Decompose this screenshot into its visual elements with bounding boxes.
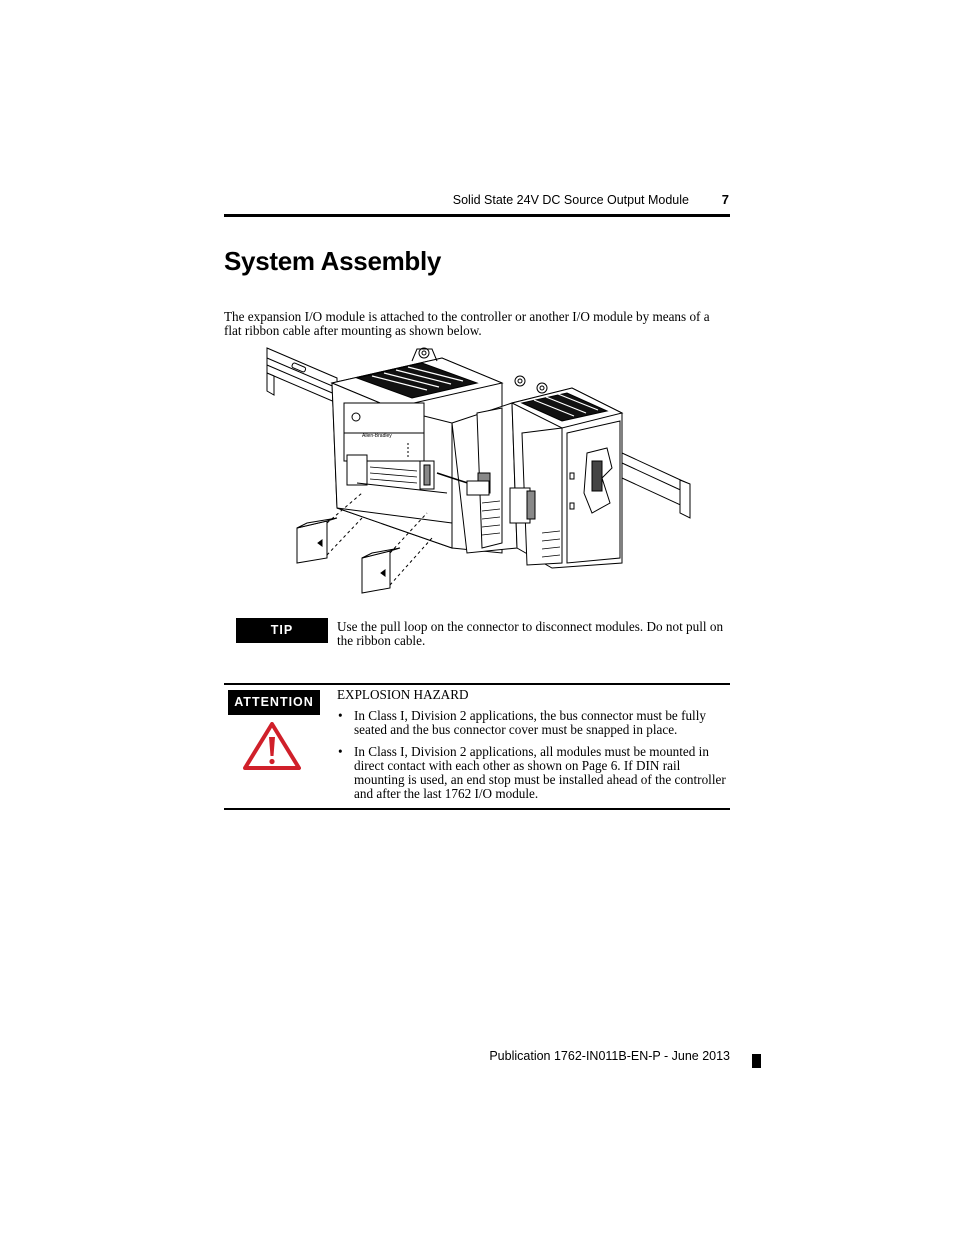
publication-footer: Publication 1762-IN011B-EN-P - June 2013 [489, 1049, 730, 1063]
section-heading: System Assembly [224, 246, 442, 276]
attention-rule-bottom [224, 808, 730, 810]
running-header-title: Solid State 24V DC Source Output Module [452, 193, 689, 207]
footer-mark [752, 1054, 761, 1068]
tip-text: Use the pull loop on the connector to disconnect modules. Do not pull on the ribbon cable. [337, 619, 724, 648]
warning-triangle-icon [243, 722, 301, 770]
attention-list-item [337, 745, 729, 801]
running-header [224, 192, 730, 210]
bullet-icon: • [338, 708, 343, 723]
intro-paragraph: The expansion I/O module is attached to the controller or another I/O module by means of a flat ribbon cable after mounting as shown below. [224, 309, 710, 338]
page-number: 7 [721, 192, 729, 207]
bullet-icon: • [338, 744, 343, 759]
attention-title: EXPLOSION HAZARD [337, 687, 469, 702]
expansion-module-2 [510, 388, 622, 568]
attention-item-text: In Class I, Division 2 applications, the bus connector must be fully seated and the bus connector cover must be snapped in place. [354, 708, 706, 737]
system-assembly-figure [262, 343, 694, 601]
attention-list [337, 709, 729, 809]
header-rule [224, 214, 730, 217]
attention-item-text: In Class I, Division 2 applications, all modules must be mounted in direct contact with each other as shown on Page 6. If DIN rail mounting is used, an end stop must be installed ahead of the controller and after the last 1762 I/O module. [354, 744, 726, 801]
brand-logo-text: Allen-Bradley [362, 433, 392, 439]
din-rail-left [267, 348, 337, 403]
attention-rule-top [224, 683, 730, 685]
din-rail-right [622, 453, 690, 518]
attention-list-item [337, 709, 729, 737]
tip-badge: TIP [236, 618, 328, 643]
attention-badge: ATTENTION [228, 690, 320, 715]
